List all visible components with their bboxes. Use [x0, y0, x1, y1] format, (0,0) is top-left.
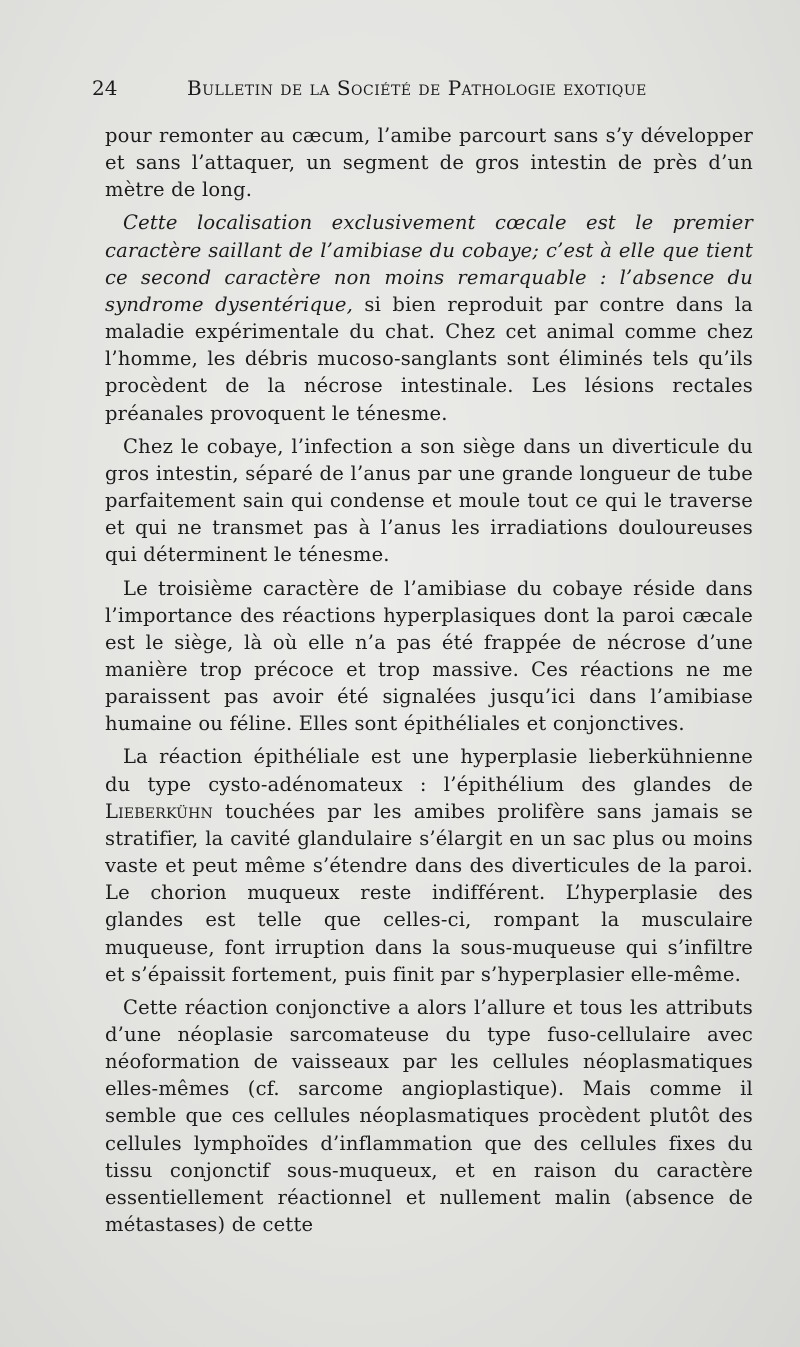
page-number: 24 [92, 76, 118, 100]
page-header [92, 76, 752, 106]
body-text [105, 122, 753, 1238]
paragraph-reaction-epitheliale [105, 743, 753, 987]
paragraph-text: touchées par les amibes prolifère sans jamais se stratifier, la cavité glandulaire s’élargit en un sac plus ou moins vaste et peut même s’étendre dans des diverticules de la paroi. Le chorion muqueux reste indifférent. L’hyperplasie des glandes est telle que celles-ci, rompant la musculaire muqueuse, font irruption dans la sous-muqueuse qui s’infiltre et s’épaissit fortement, puis finit par s’hyperplasier elle-même. [105, 799, 753, 986]
paragraph-text: Cette réaction conjonctive a alors l’allure et tous les attributs d’une néoplasie sarcomateuse du type fuso-cellulaire avec néoformation de vaisseaux par les cellules néoplasmatiques elles-mêmes (cf. sarcome angioplastique). Mais comme il semble que ces cellules néoplasmatiques procèdent plutôt des cellules lymphoïdes d’inflammation que des cellules fixes du tissu conjonctif sous-muqueux, et en raison du caractère essentiellement réactionnel et nullement malin (absence de métastases) de cette [105, 995, 753, 1237]
italic-statement: Cette localisation exclusivement cœcale est le premier caractère saillant de l’amibiase du cobaye; c’est à elle que tient ce second caractère non moins remarquable : l’absence du syndrome dysentérique, [105, 211, 753, 316]
paragraph-text: La réaction épithéliale est une hyperplasie lieberkühnienne du type cysto-adénomateux : l’épithélium des glandes de [105, 745, 753, 796]
paragraph-continuation [105, 122, 753, 203]
paragraph-cobaye-infection [105, 433, 753, 569]
paragraph-text: Le troisième caractère de l’amibiase du cobaye réside dans l’importance des réactions hyperplasiques dont la paroi cæcale est le siège, là où elle n’a pas été frappée de nécrose d’une manière trop précoce et trop massive. Ces réactions ne me paraissent pas avoir été signalées jusqu’ici dans l’amibiase humaine ou féline. Elles sont épithéliales et conjonctives. [105, 576, 753, 736]
paragraph-localisation [105, 209, 753, 426]
paragraph-text: si bien reproduit par contre dans la maladie expérimentale du chat. Chez cet animal comme chez l’homme, les débris mucoso-sanglants sont éliminés tels qu’ils procèdent de la nécrose intestinale. Les lésions rectales préanales provoquent le ténesme. [105, 292, 754, 425]
paragraph-troisieme-caractere [105, 575, 753, 738]
paragraph-text: pour remonter au cæcum, l’amibe parcourt sans s’y développer et sans l’attaquer, un segment de gros intestin de près d’un mètre de long. [105, 124, 753, 202]
running-title: Bulletin de la Société de Pathologie exotique [187, 76, 647, 100]
author-name-lieberkuhn: Lieberkühn [105, 799, 213, 823]
paragraph-reaction-conjonctive [105, 994, 753, 1238]
paragraph-text: Chez le cobaye, l’infection a son siège dans un diverticule du gros intestin, séparé de l’anus par une grande longueur de tube parfaitement sain qui condense et moule tout ce qui le traverse et qui ne transmet pas à l’anus les irradiations douloureuses qui déterminent le ténesme. [105, 434, 753, 567]
